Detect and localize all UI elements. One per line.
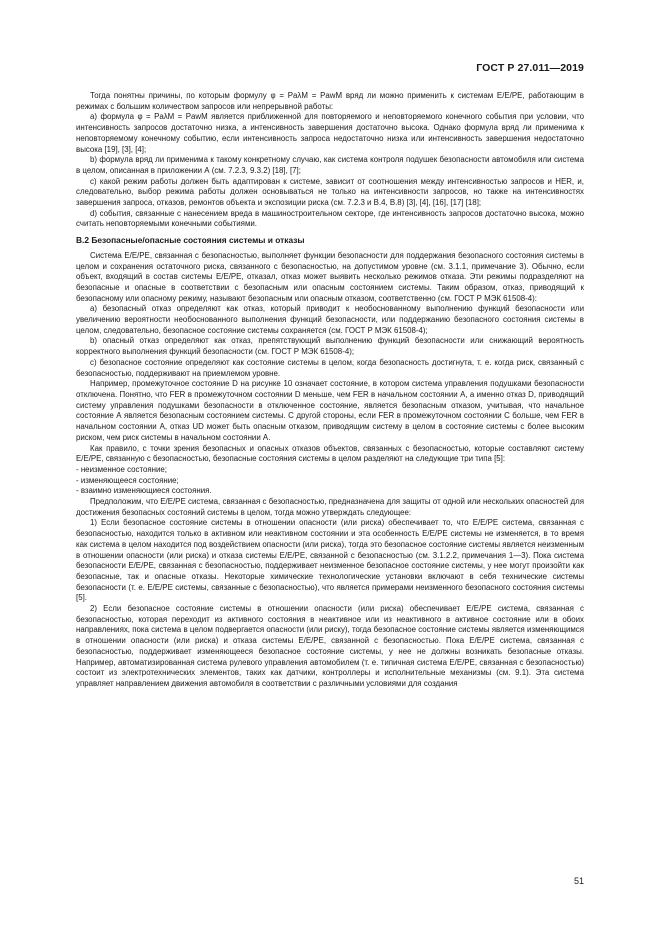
document-header: ГОСТ Р 27.011—2019	[476, 62, 584, 74]
paragraph: c) какой режим работы должен быть адаптирован к системе, зависит от соотношения между интенсивностью запросов и HER, и, следовательно, выбор режима работы должен основываться не только на интенсивности запросов, но также на интенсивностях завершения запроса, отказов, ремонтов объекта и экспозиции риска (см. 7.2.3 и В.4, В.8) [3], [4], [16], [17] [18];	[76, 176, 584, 208]
paragraph: b) формула вряд ли применима к такому конкретному случаю, как система контроля подушек безопасности автомобиля или система в целом, описанная в приложении А (см. 7.2.3, 9.3.2) [18], [7];	[76, 155, 584, 175]
paragraph: Система E/E/PE, связанная с безопасностью, выполняет функции безопасности для поддержания безопасного состояния системы в целом и сохранения остаточного риска, связанного с безопасностью, на допустимом уровне (см. 3.1.1, примечание 3). Обычно, если объект, входящий в состав системы E/E/PE, отказал, отказ может выявить несколько режимов отказа. Эти режимы подразделяют на безопасные и опасные в соответствии с безопасным или опасным состоянием системы. Таким образом, отказ, приводящий к безопасному или опасному режиму, называют безопасным или опасным отказом, соответственно (см. ГОСТ Р МЭК 61508-4):	[76, 250, 584, 303]
paragraph: b) опасный отказ определяют как отказ, препятствующий выполнению функций безопасности или снижающий вероятность корректного выполнения функций безопасности (см. ГОСТ Р МЭК 61508-4);	[76, 336, 584, 357]
paragraph: Предположим, что E/E/PE система, связанная с безопасностью, предназначена для защиты от одной или нескольких опасностей для достижения безопасных состояний системы в целом, тогда можно утверждать следующее:	[76, 497, 584, 517]
paragraph: а) формула φ = PaλM = PawM является приближенной для повторяемого и неповторяемого конечного события при условии, что интенсивность запросов достаточно низка, а интенсивность завершения достаточно высока. Однако формула вряд ли применима к неповторяемому конечному событию, если интенсивность запроса недостаточно низка или интенсивность завершения недостаточно высока [19], [3], [4];	[76, 112, 584, 154]
list-item: - изменяющееся состояние;	[76, 475, 179, 485]
paragraph: c) безопасное состояние определяют как состояние системы в целом, когда безопасность достигнута, т. е. когда риск, связанный с безопасностью, поддерживают на приемлемом уровне.	[76, 357, 584, 378]
paragraph: а) безопасный отказ определяют как отказ, который приводит к необоснованному выполнению функций безопасности или увеличению вероятности необоснованного выполнения функций безопасности, или поддержанию безопасного состояния системы в целом, следовательно, безопасное состояние системы сохраняется (см. ГОСТ Р МЭК 61508-4);	[76, 304, 584, 335]
page-number: 51	[573, 876, 584, 886]
section-heading: В.2 Безопасные/опасные состояния системы и отказы	[76, 235, 305, 246]
paragraph: 2) Если безопасное состояние системы в отношении опасности (или риска) обеспечивает E/E/PE система, связанная с безопасностью, которая переходит из активного состояния в неактивное или из неактивного в активное состояние или в обоих направлениях, пока система в целом подвергается опасности (или риску), тогда безопасное состояние системы является изменяющимся в отношении опасности (или риска) и отказа системы E/E/PE, связанной с безопасностью. Пока E/E/PE система, связанная с безопасностью, поддерживает изменяющееся безопасное состояние системы, у нее не должны возникать безопасные отказы. Например, автоматизированная система рулевого управления автомобилем (т. е. типичная система E/E/PE, связанная с безопасностью) состоит из электротехнических элементов, таких как датчики, контроллеры и исполнительные механизмы (см. 9.1). Эта система управляет направлением движения автомобиля в соответствии с различными условиями для создания	[76, 604, 584, 688]
paragraph: Как правило, с точки зрения безопасных и опасных отказов объектов, связанных с безопасностью, которые составляют систему E/E/PE, связанную с безопасностью, безопасные состояния системы в целом разделяют на следующие три типа [5]:	[76, 443, 584, 464]
document-body	[76, 91, 584, 690]
paragraph: 1) Если безопасное состояние системы в отношении опасности (или риска) обеспечивает то, что E/E/PE система, связанная с безопасностью, находится только в активном или неактивном состоянии и эта особенность E/E/PE системы не изменяется, в то время как система в целом находится под воздействием опасности (или риска), тогда это безопасное состояние системы является неизменным в отношении опасности (или риска) и отказа системы E/E/PE, связанной с безопасностью (см. 3.1.2.2, примечания 1—3). Пока система безопасности E/E/PE, связанная с безопасностью, поддерживает неизменное безопасное состояние системы, у нее могут произойти как безопасные, так и опасные отказы. Некоторые химические технологические установки включают в себя технические системы безопасности (т. е. E/E/PE системы, связанные с безопасностью), что является примерами неизменного безопасного состояния системы [5].	[76, 518, 584, 603]
paragraph: Например, промежуточное состояние D на рисунке 10 означает состояние, в котором система управления подушками безопасности отключена. Понятно, что FER в промежуточном состоянии D меньше, чем FER в начальном состоянии А, а именно отказ D, приводящий систему управления подушками безопасности в отключенное состояние, является безопасным отказом, учитывая, что начальное состояние А является безопасным состоянием системы. С другой стороны, если FER в промежуточном состоянии С больше, чем FER в начальном состоянии А, отказ UD может быть опасным отказом, приводящим систему в целом в состояние системы с более высоким риском, чем риск системы в начальном состоянии А.	[76, 379, 584, 442]
list-item: - неизменное состояние;	[76, 464, 167, 474]
paragraph: d) события, связанные с нанесением вреда в машиностроительном секторе, где интенсивность запросов достаточно высока, можно считать неповторяемыми конечными событиями.	[76, 208, 584, 229]
paragraph: Тогда понятны причины, по которым формулу φ = PaλM = PawM вряд ли можно применить к системам E/E/PE, работающим в режимах с большим количеством запросов или непрерывной работы:	[76, 91, 584, 111]
list-item: - взаимно изменяющиеся состояния.	[76, 486, 212, 496]
